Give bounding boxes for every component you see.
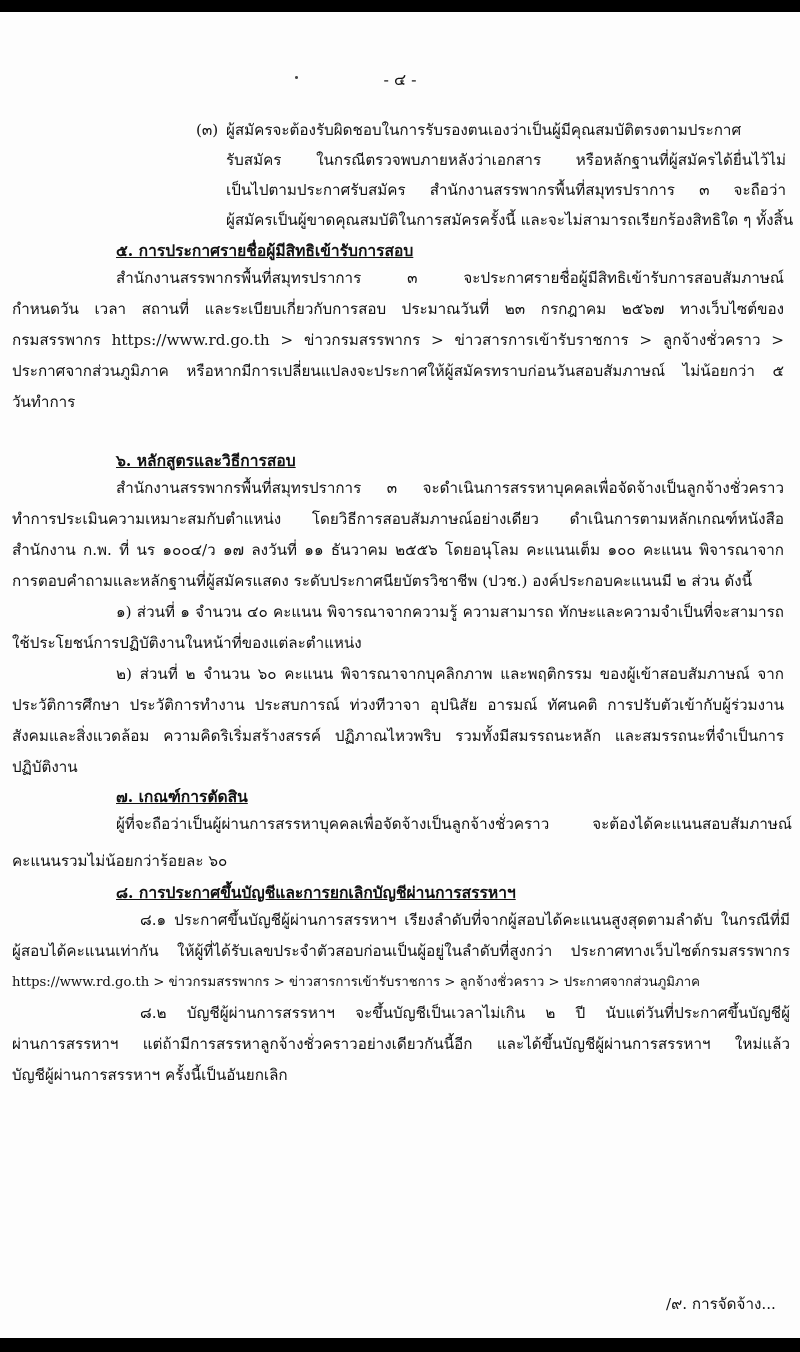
section8-2-line: บัญชีผู้ผ่านการสรรหาฯ ครั้งนี้เป็นอันยกเลิก (12, 1066, 288, 1084)
item3-line: ผู้สมัครจะต้องรับผิดชอบในการรับรองตนเองว่าเป็นผู้มีคุณสมบัติตรงตามประกาศ (226, 121, 742, 139)
section8-1-line: ๘.๑ ประกาศขึ้นบัญชีผู้ผ่านการสรรหาฯ เรียงลำดับที่จากผู้สอบได้คะแนนสูงสุดตามลำดับ ในกรณีที่มี (140, 911, 790, 929)
section5-line: กรมสรรพากร https://www.rd.go.th > ข่าวกรมสรรพากร > ข่าวสารการเข้ารับราชการ > ลูกจ้างชั่วคราว > (12, 331, 784, 349)
section8-heading: ๘. การประกาศขึ้นบัญชีและการยกเลิกบัญชีผ่านการสรรหาฯ (116, 883, 516, 902)
section6-line: สำนักงานสรรพากรพื้นที่สมุทรปราการ ๓ จะดำเนินการสรรหาบุคคลเพื่อจัดจ้างเป็นลูกจ้างชั่วคราว (116, 479, 784, 497)
section7-heading: ๗. เกณฑ์การตัดสิน (116, 787, 248, 806)
section6-part1-line: ๑) ส่วนที่ ๑ จำนวน ๔๐ คะแนน พิจารณาจากความรู้ ความสามารถ ทักษะและความจำเป็นที่จะสามารถ (116, 603, 784, 621)
section6-line: สำนักงาน ก.พ. ที่ นร ๑๐๐๔/ว ๑๗ ลงวันที่ ๑๑ ธันวาคม ๒๕๕๖ โดยอนุโลม คะแนนเต็ม ๑๐๐ คะแนน พิจารณาจาก (12, 541, 784, 559)
page-number: - ๔ - (383, 70, 417, 89)
item3-number: (๓) (196, 121, 219, 139)
section8-2-line: ๘.๒ บัญชีผู้ผ่านการสรรหาฯ จะขึ้นบัญชีเป็นเวลาไม่เกิน ๒ ปี นับแต่วันที่ประกาศขึ้นบัญชีผู้ (140, 1004, 790, 1022)
scan-border (0, 1338, 800, 1352)
continuation-note: /๙. การจัดจ้าง... (666, 1295, 776, 1313)
section8-1-line: ผู้สอบได้คะแนนเท่ากัน ให้ผู้ที่ได้รับเลขประจำตัวสอบก่อนเป็นผู้อยู่ในลำดับที่สูงกว่า ประกาศทางเว็บไซต์กรมสรรพากร (12, 942, 790, 960)
item3-line: รับสมัคร ในกรณีตรวจพบภายหลังว่าเอกสาร หรือหลักฐานที่ผู้สมัครได้ยื่นไว้ไม่ (226, 151, 786, 169)
section5-line: วันทำการ (12, 393, 76, 411)
section7-line: ผู้ที่จะถือว่าเป็นผู้ผ่านการสรรหาบุคคลเพื่อจัดจ้างเป็นลูกจ้างชั่วคราว จะต้องได้คะแนนสอบสัมภาษณ์ (116, 815, 792, 833)
section7-line: คะแนนรวมไม่น้อยกว่าร้อยละ ๖๐ (12, 852, 228, 870)
section6-line: ทำการประเมินความเหมาะสมกับตำแหน่ง โดยวิธีการสอบสัมภาษณ์อย่างเดียว ดำเนินการตามหลักเกณฑ์หนังสือ (12, 510, 784, 528)
section6-part2-line: ปฏิบัติงาน (12, 758, 78, 776)
section5-line: ประกาศจากส่วนภูมิภาค หรือหากมีการเปลี่ยนแปลงจะประกาศให้ผู้สมัครทราบก่อนวันสอบสัมภาษณ์ ไม่น้อยกว่า ๕ (12, 362, 784, 380)
item3-line: ผู้สมัครเป็นผู้ขาดคุณสมบัติในการสมัครครั้งนี้ และจะไม่สามารถเรียกร้องสิทธิใด ๆ ทั้งสิ้น (226, 211, 794, 229)
section8-1-line: https://www.rd.go.th > ข่าวกรมสรรพากร > ข่าวสารการเข้ารับราชการ > ลูกจ้างชั่วคราว > ประกาศจากส่วนภูมิภาค (12, 975, 700, 990)
section6-part2-line: สังคมและสิ่งแวดล้อม ความคิดริเริ่มสร้างสรรค์ ปฏิภาณไหวพริบ รวมทั้งมีสมรรถนะหลัก และสมรรถนะที่จำเป็นการ (12, 727, 784, 745)
document-page (0, 12, 800, 1338)
section5-line: สำนักงานสรรพากรพื้นที่สมุทรปราการ ๓ จะประกาศรายชื่อผู้มีสิทธิเข้ารับการสอบสัมภาษณ์ (116, 269, 784, 287)
section6-heading: ๖. หลักสูตรและวิธีการสอบ (116, 451, 296, 470)
section6-line: การตอบคำถามและหลักฐานที่ผู้สมัครแสดง ระดับประกาศนียบัตรวิชาชีพ (ปวช.) องค์ประกอบคะแนนมี ๒ ส่วน ดังนี้ (12, 572, 753, 590)
section5-line: กำหนดวัน เวลา สถานที่ และระเบียบเกี่ยวกับการสอบ ประมาณวันที่ ๒๓ กรกฎาคม ๒๕๖๗ ทางเว็บไซต์ของ (12, 300, 784, 318)
section6-part1-line: ใช้ประโยชน์การปฏิบัติงานในหน้าที่ของแต่ละตำแหน่ง (12, 634, 362, 652)
section6-part2-line: ๒) ส่วนที่ ๒ จำนวน ๖๐ คะแนน พิจารณาจากบุคลิกภาพ และพฤติกรรม ของผู้เข้าสอบสัมภาษณ์ จาก (116, 665, 784, 683)
section6-part2-line: ประวัติการศึกษา ประวัติการทำงาน ประสบการณ์ ท่วงทีวาจา อุปนิสัย อารมณ์ ทัศนคติ การปรับตัวเข้ากับผู้ร่วมงาน (12, 696, 784, 714)
item3-line: เป็นไปตามประกาศรับสมัคร สำนักงานสรรพากรพื้นที่สมุทรปราการ ๓ จะถือว่า (226, 181, 786, 199)
section5-heading: ๕. การประกาศรายชื่อผู้มีสิทธิเข้ารับการสอบ (116, 241, 414, 260)
section8-2-line: ผ่านการสรรหาฯ แต่ถ้ามีการสรรหาลูกจ้างชั่วคราวอย่างเดียวกันนี้อีก และได้ขึ้นบัญชีผู้ผ่านการสรรหาฯ ใหม่แล้ว (12, 1035, 790, 1053)
